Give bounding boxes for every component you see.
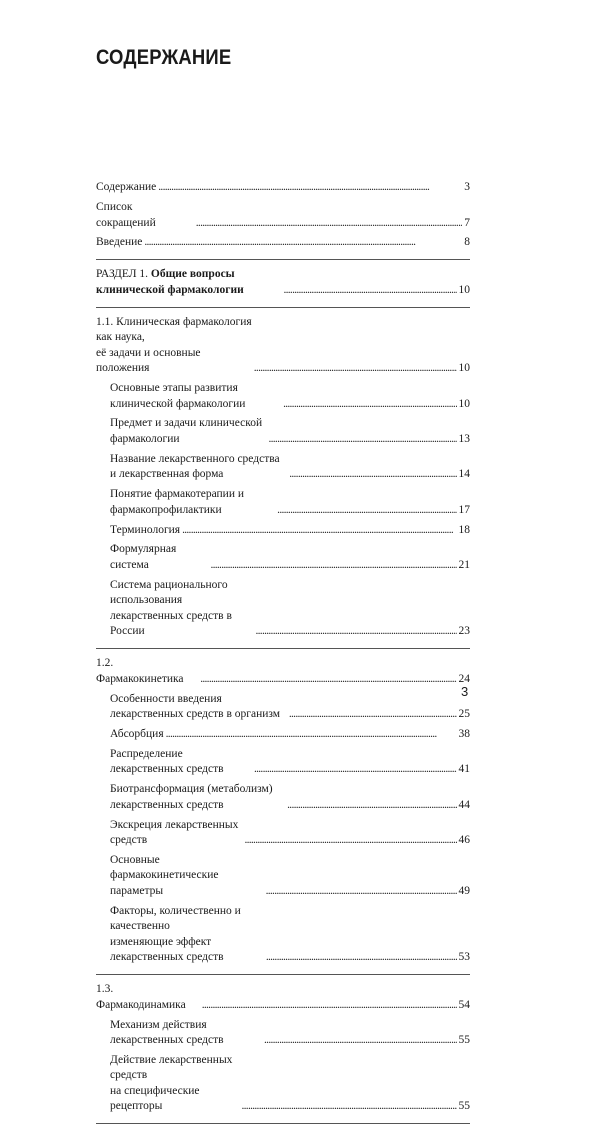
toc-page-number: 10 bbox=[458, 362, 470, 375]
toc-entry-contents[interactable] bbox=[96, 178, 470, 198]
toc-entry-biotransformation[interactable] bbox=[96, 780, 470, 815]
divider bbox=[96, 1123, 470, 1124]
toc-entry-section-1[interactable] bbox=[96, 265, 470, 300]
toc-entry-terminology[interactable] bbox=[96, 520, 470, 540]
toc-entry-label: Основные фармакокинетические параметры bbox=[110, 853, 219, 897]
toc-entry-label: 1.2. Фармакокинетика bbox=[96, 657, 184, 685]
toc-entry-label: Абсорбция bbox=[110, 727, 164, 740]
toc-entry-mechanism[interactable] bbox=[96, 1015, 470, 1050]
toc-entry-line-2: изменяющие эффект лекарственных средств bbox=[110, 935, 224, 964]
toc-entry-label: Формулярная система bbox=[110, 543, 177, 571]
toc-entry-label: Понятие фармакотерапии и фармакопрофилактики bbox=[110, 488, 245, 516]
page-title: СОДЕРЖАНИЕ bbox=[96, 46, 232, 69]
toc-entry-label: Содержание bbox=[96, 181, 157, 194]
dot-leader bbox=[166, 727, 457, 743]
table-of-contents bbox=[96, 178, 470, 1129]
dot-leader bbox=[196, 216, 462, 232]
toc-page-number: 18 bbox=[458, 523, 470, 536]
toc-entry-rational-use[interactable] bbox=[96, 576, 470, 642]
toc-page-number: 54 bbox=[458, 998, 470, 1011]
divider bbox=[96, 259, 470, 260]
toc-page-number: 14 bbox=[458, 468, 470, 481]
toc-entry-label: Особенности введения лекарственных средств в организм bbox=[110, 692, 281, 721]
toc-entry-line-1: Система рационального использования bbox=[110, 578, 228, 607]
toc-page-number: 13 bbox=[458, 432, 470, 445]
toc-entry-label: Название лекарственного средства и лекарственная форма bbox=[110, 452, 280, 481]
toc-entry-administration[interactable] bbox=[96, 689, 470, 724]
dot-leader bbox=[254, 361, 457, 377]
toc-entry-line-1: Действие лекарственных средств bbox=[110, 1053, 233, 1082]
toc-entry-label: Терминология bbox=[110, 523, 181, 536]
toc-entry-label: Экскреция лекарственных средств bbox=[110, 818, 239, 847]
toc-page-number: 41 bbox=[458, 763, 470, 776]
section-title: Общие вопросы клинической фармакологии bbox=[96, 268, 244, 296]
toc-entry-label: Биотрансформация (метаболизм) лекарственных средств bbox=[110, 783, 273, 811]
dot-leader bbox=[254, 762, 457, 778]
toc-entry-1-2[interactable] bbox=[96, 654, 470, 689]
dot-leader bbox=[268, 432, 456, 448]
toc-page-number: 46 bbox=[458, 834, 470, 847]
toc-entry-line-2: её задачи и основные положения bbox=[96, 346, 201, 375]
toc-entry-label: Основные этапы развития клинической фармакологии bbox=[110, 382, 246, 410]
toc-entry-label: 1.3. Фармакодинамика bbox=[96, 983, 186, 1011]
divider bbox=[96, 307, 470, 308]
toc-entry-receptors[interactable] bbox=[96, 1051, 470, 1117]
toc-entry-label: Механизм действия лекарственных средств bbox=[110, 1018, 224, 1047]
toc-entry-1-1[interactable] bbox=[96, 313, 470, 379]
toc-entry-introduction[interactable] bbox=[96, 233, 470, 253]
toc-entry-line-2: лекарственных средств в России bbox=[110, 609, 232, 638]
toc-entry-label bbox=[96, 315, 252, 377]
dot-leader bbox=[256, 624, 457, 640]
dot-leader bbox=[289, 707, 457, 723]
divider bbox=[96, 648, 470, 649]
toc-page-number: 55 bbox=[458, 1034, 470, 1047]
section-prefix: РАЗДЕЛ 1. bbox=[96, 268, 149, 281]
toc-page-number: 8 bbox=[464, 236, 470, 249]
toc-page-number: 25 bbox=[458, 708, 470, 721]
dot-leader bbox=[266, 884, 457, 900]
toc-entry-excretion[interactable] bbox=[96, 815, 470, 850]
toc-entry-history[interactable] bbox=[96, 379, 470, 414]
dot-leader bbox=[182, 523, 456, 539]
toc-page-number: 3 bbox=[464, 181, 470, 194]
toc-page-number: 55 bbox=[458, 1100, 470, 1113]
dot-leader bbox=[289, 467, 456, 483]
toc-page-number: 23 bbox=[458, 625, 470, 638]
toc-entry-drug-name[interactable] bbox=[96, 450, 470, 485]
divider bbox=[96, 974, 470, 975]
toc-entry-1-3[interactable] bbox=[96, 980, 470, 1015]
toc-entry-label: Предмет и задачи клинической фармакологии bbox=[110, 417, 263, 445]
dot-leader bbox=[242, 1099, 457, 1115]
toc-page-number: 10 bbox=[458, 397, 470, 410]
toc-page-number: 24 bbox=[458, 672, 470, 685]
dot-leader bbox=[287, 798, 456, 814]
toc-entry-label: Введение bbox=[96, 236, 143, 249]
dot-leader bbox=[283, 397, 456, 413]
toc-page-number: 53 bbox=[458, 951, 470, 964]
toc-entry-label: Распределение лекарственных средств bbox=[110, 747, 224, 776]
toc-entry-absorption[interactable] bbox=[96, 725, 470, 745]
dot-leader bbox=[244, 833, 456, 849]
toc-entry-label bbox=[110, 1053, 240, 1115]
page-number: 3 bbox=[461, 684, 469, 699]
toc-page-number: 10 bbox=[458, 283, 470, 296]
dot-leader bbox=[202, 998, 457, 1014]
toc-entry-subject[interactable] bbox=[96, 414, 470, 449]
toc-page-number: 17 bbox=[458, 503, 470, 516]
toc-entry-label bbox=[96, 267, 281, 298]
dot-leader bbox=[283, 283, 456, 299]
dot-leader bbox=[144, 235, 462, 251]
toc-entry-factors[interactable] bbox=[96, 902, 470, 968]
toc-entry-line-2: на специфические рецепторы bbox=[110, 1084, 200, 1113]
dot-leader bbox=[200, 672, 456, 688]
dot-leader bbox=[266, 950, 457, 966]
toc-entry-abbreviations[interactable] bbox=[96, 198, 470, 233]
toc-entry-label: Список сокращений bbox=[96, 201, 156, 229]
toc-page-number: 7 bbox=[464, 216, 470, 229]
toc-entry-pharmacotherapy[interactable] bbox=[96, 485, 470, 520]
dot-leader bbox=[264, 1033, 456, 1049]
toc-page-number: 44 bbox=[458, 798, 470, 811]
toc-entry-label bbox=[110, 578, 254, 640]
toc-entry-formulary[interactable] bbox=[96, 540, 470, 575]
toc-entry-label bbox=[110, 904, 264, 966]
toc-entry-line-1: Факторы, количественно и качественно bbox=[110, 904, 241, 933]
dot-leader bbox=[277, 503, 456, 519]
toc-page-number: 21 bbox=[458, 558, 470, 571]
toc-page-number: 38 bbox=[458, 727, 470, 740]
toc-entry-pk-parameters[interactable] bbox=[96, 851, 470, 902]
dot-leader bbox=[210, 558, 456, 574]
dot-leader bbox=[158, 180, 462, 196]
toc-page-number: 49 bbox=[458, 884, 470, 897]
toc-entry-line-1: 1.1. Клиническая фармакология как наука, bbox=[96, 315, 252, 344]
